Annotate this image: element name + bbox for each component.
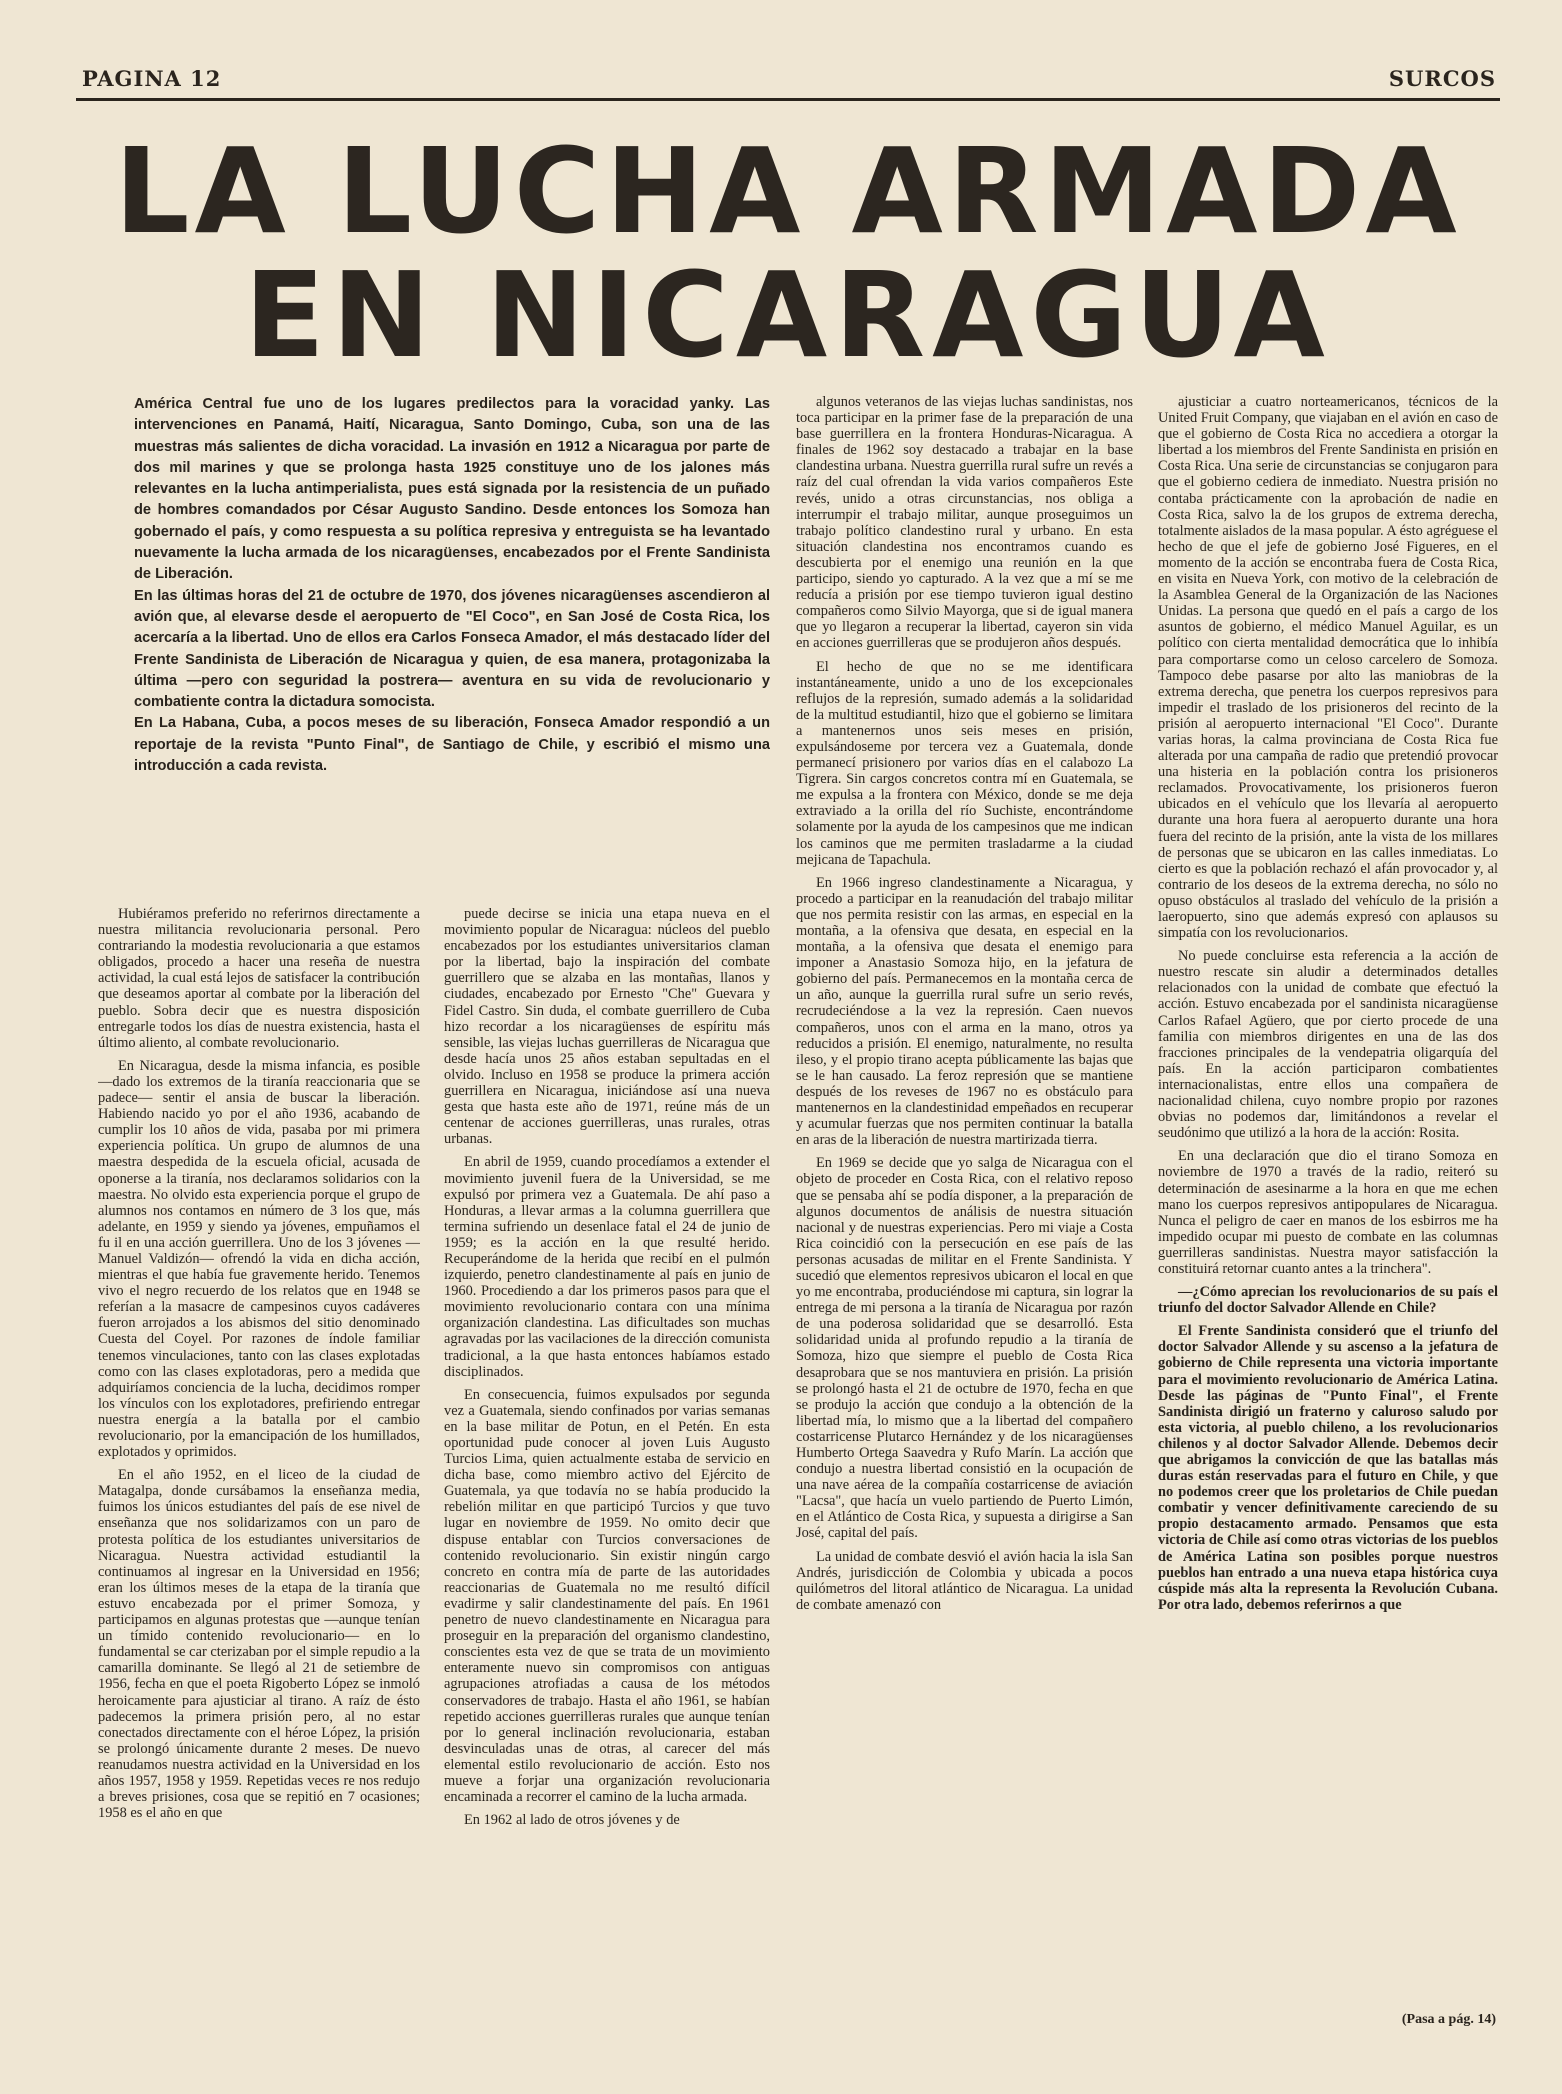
headline-line-2: EN NICARAGUA (244, 246, 1332, 384)
paragraph: En 1966 ingreso clandestinamente a Nicaragua, y procedo a participar en la reanudación del trabajo militar que nos permita resistir con las armas, en especial en la montaña, a la ofensiva que desata, en especial en la montaña, a la ofensiva que desata el enemigo para imponer a Anastasio Somoza hijo, en la jefatura de gobierno del país. Permanecemos en la montaña cerca de un año, aunque la guerrilla rural sufre un serio revés, recrudeciéndose a la vez la represión. Caen nuevos compañeros, unos con el arma en la mano, otros ya reducidos a prisión. El enemigo, naturalmente, no resulta ileso, y el propio tirano acepta públicamente las bajas que se le han causado. La feroz represión que se mantiene después de los reveses de 1967 no es obstáculo para mantenernos en la clandestinidad empeñados en recuperar y acumular fuerzas que nos permiten continuar la batalla en aras de la liberación de nuestra martirizada tierra. (796, 874, 1133, 1149)
paragraph: En 1969 se decide que yo salga de Nicaragua con el objeto de proceder en Costa Rica, con el relativo reposo que se pensaba ahí se podía disponer, a la preparación de algunos documentos de análisis de nuestra situación nacional y de nuestras experiencias. Pero mi viaje a Costa Rica coincidió con la persecución en ese país de las personas acusadas de militar en el Frente Sandinista. Y sucedió que elementos represivos ubicaron el local en que yo me encontraba, produciéndose mi captura, sin lograr la entrega de mi persona a la tiranía de Nicaragua por razón de una poderosa solidaridad que se desarrolló. Esta solidaridad unida al profundo repudio a la tiranía de Somoza, hizo que siempre el pueblo de Costa Rica desaprobara que se nos mantuviera en prisión. La prisión se prolongó hasta el 21 de octubre de 1970, fecha en que se produjo la acción que condujo a la obtención de la libertad mía, lo mismo que a la libertad del compañero costarricense Plutarco Hernández y de los nicaragüenses Humberto Ortega Saavedra y Rufo Marín. La acción que condujo a nuestra libertad consistió en la ocupación de una nave aérea de la compañía costarricense de aviación "Lacsa", que hacía un vuelo partiendo de Puerto Limón, en el Atlántico de Costa Rica, y supuesta a dirigirse a San José, capital del país. (796, 1155, 1133, 1542)
article-column-1 (98, 906, 420, 2032)
intro-lead (134, 394, 770, 900)
header-rule (76, 98, 1500, 101)
paragraph: En Nicaragua, desde la misma infancia, es posible —dado los extremos de la tiranía reaccionaria que se padece— sentir el ansia de buscar la liberación. Habiendo nacido yo por el año 1936, acabando de cumplir los 10 años de vida, pasaba por mi primera experiencia política. Un grupo de alumnos de una maestra despedida de la escuela oficial, acusada de oponerse a la tiranía, nos declaramos solidarios con la maestra. No olvido esta experiencia porque el grupo de alumnos nos contamos en número de 3 los que, más adelante, en 1959 y siendo ya jóvenes, empuñamos el fu il en una acción guerrillera. Uno de los 3 jóvenes —Manuel Valdizón— ofrendó la vida en dicha acción, mientras el que había fue gravemente herido. Tenemos vivo el negro recuerdo de los relatos que en 1948 se referían a la masacre de campesinos cuyos cadáveres fueron arrojados a los abismos del sitio denominado Cuesta del Coyel. Por razones de índole familiar tenemos vinculaciones, tanto con las clases explotadas como con las clases explotadoras, pero a medida que adquiríamos conciencia de la lucha, decidimos romper los vínculos con los explotadores, prefiriendo entregar nuestra energía a la batalla por el cambio revolucionario, por la emancipación de los humillados, explotados y oprimidos. (98, 1057, 420, 1461)
paragraph: Hubiéramos preferido no referirnos directamente a nuestra militancia revolucionaria personal. Pero contrariando la modestia revolucionaria a que estamos obligados, procedo a hacer una reseña de nuestra actividad, la cual está lejos de satisfacer la contribución que deseamos aportar al combate por la liberación del pueblo. Sobra decir que es nuestra disposición entregarle todos los días de nuestra existencia, hasta el último aliento, al combate revolucionario. (98, 906, 420, 1051)
paragraph: algunos veteranos de las viejas luchas sandinistas, nos toca participar en la primer fase de la preparación de una base guerrillera en la frontera Honduras-Nicaragua. A finales de 1962 soy destacado a trabajar en la base clandestina urbana. Nuestra guerrilla rural sufre un revés a raíz del cual ofrendan la vida varios compañeros Este revés, unido a otras circunstancias, nos obliga a interrumpir el trabajo militar, aunque proseguimos un trabajo político clandestino rural y urbano. En esta situación clandestina nos encontramos cuando es descubierta por el enemigo una reunión en la que participo, siendo yo capturado. A la vez que a mí se me reducía a prisión por ese tiempo tuvieron igual destino compañeros como Silvio Mayorga, que si de igual manera que yo llegaron a recuperar la libertad, cayeron sin vida en acciones guerrilleras que se produjeron años después. (796, 394, 1133, 652)
paragraph: En el año 1952, en el liceo de la ciudad de Matagalpa, donde cursábamos la enseñanza media, fuimos los únicos estudiantes del país de ese nivel de enseñanza que nos solidarizamos con un paro de protesta política de los estudiantes universitarios de Nicaragua. Nuestra actividad estudiantil la continuamos al ingresar en la Universidad en 1956; eran los últimos meses de la etapa de la tiranía que estuvo encabezada por el primer Somoza, y participamos en algunas protestas que —aunque tenían un tímido contenido revolucionario— en lo fundamental se car cterizaban por el simple repudio a la camarilla dominante. Se llegó al 21 de setiembre de 1956, fecha en que el poeta Rigoberto López se inmoló heroicamente para ajusticiar al tirano. A raíz de ésto padecemos la primera prisión pero, al no estar conectados directamente con el héroe López, la prisión se prolongó únicamente durante 2 meses. De nuevo reanudamos nuestra actividad en la Universidad en los años 1957, 1958 y 1959. Repetidas veces re nos redujo a breves prisiones, cosa que se repitió en 7 ocasiones; 1958 es el año en que (98, 1467, 420, 1822)
paragraph: En abril de 1959, cuando procedíamos a extender el movimiento juvenil fuera de la Universidad, se me expulsó por primera vez a Guatemala. De ahí paso a Honduras, a llevar armas a la columna guerrillera que termina sufriendo un desenlace fatal el 24 de junio de 1959; es la acción en la que resulté herido. Recuperándome de la herida que recibí en el pulmón izquierdo, penetro clandestinamente al país en junio de 1960. Procediendo a dar los primeros pasos para que el movimiento revolucionario contara con una mínima organización clandestina. Las dificultades son muchas agravadas por las vacilaciones de la dirección comunista tradicional, a la que hasta entonces habíamos estado disciplinados. (444, 1154, 770, 1380)
paragraph: ajusticiar a cuatro norteamericanos, técnicos de la United Fruit Company, que viajaban en el avión en caso de que el gobierno de Costa Rica no accediera a otorgar la libertad a los miembros del Frente Sandinista en prisión en Costa Rica. Una serie de circunstancias se conjugaron para que el gobierno cediera de inmediato. Nuestra prisión no contaba prácticamente con la aprobación de nadie en Costa Rica, salvo la de los grupos de extrema derecha, totalmente aislados de la masa popular. A ésto agréguese el hecho de que el jefe de gobierno José Figueres, en el momento de la acción se encontraba fuera de Costa Rica, en visita en Nueva York, con motivo de la celebración de la Asamblea General de la Organización de las Naciones Unidas. La persona que quedó en el país a cargo de los asuntos de gobierno, el médico Manuel Aguilar, es un político con cierta mentalidad democrática que lo inhibía para comportarse como un celoso carcelero de Somoza. Tampoco debe pasarse por alto las maniobras de la extrema derecha, que penetra los cuerpos represivos para impedir el traslado de los prisioneros del recinto de la prisión al aeropuerto internacional "El Coco". Durante varias horas, la calma provinciana de Costa Rica fue alterada por una campaña de radio que pretendió provocar una histeria en la población contra los prisioneros reclamados. Provocativamente, los prisioneros fueron ubicados en el vehículo que los llevaría al aeropuerto durante una hora fuera al aeropuerto durante una hora fuera del recinto de la prisión, ante la vista de los millares de personas que se ubicaron en las calles inmediatas. Lo cierto es que la población rechazó el afán provocador y, al contrario de los deseos de la extrema derecha, no sólo no opuso obstáculos al traslado del vehículo de la prisión a laeropuerto, sino que además expresó con aplausos su simpatía con los revolucionarios. (1158, 394, 1498, 942)
interview-question: —¿Cómo aprecian los revolucionarios de su país el triunfo del doctor Salvador Allende en Chile? (1158, 1284, 1498, 1317)
headline-line-1: LA LUCHA ARMADA (114, 122, 1462, 260)
intro-paragraph: En las últimas horas del 21 de octubre de 1970, dos jóvenes nicaragüenses ascendieron al avión que, al elevarse desde el aeropuerto de "El Coco", en San José de Costa Rica, los acercaría a la libertad. Uno de ellos era Carlos Fonseca Amador, el más destacado líder del Frente Sandinista de Liberación de Nicaragua y quien, de esa manera, protagonizaba la última —pero con seguridad la postrera— aventura en su vida de revolucionario y combatiente contra la dictadura somocista. (134, 587, 770, 711)
article-column-2 (444, 906, 770, 2032)
paragraph: En una declaración que dio el tirano Somoza en noviembre de 1970 a través de la radio, reiteró su determinación de asesinarme a la hora en que me echen mano los cuerpos represivos antipopulares de Nicaragua. Nunca el peligro de caer en manos de los esbirros me ha impedido ocupar mi puesto de combate en las columnas guerrilleras sandinistas. Nuestra mayor satisfacción la constituirá retornar cuanto antes a la trinchera". (1158, 1148, 1498, 1277)
paragraph: En consecuencia, fuimos expulsados por segunda vez a Guatemala, siendo confinados por varias semanas en la base militar de Potun, en el Petén. En esta oportunidad pude conocer al joven Luis Augusto Turcios Lima, quien actualmente estaba de servicio en dicha base, como miembro activo del Ejército de Guatemala, ya que todavía no se había producido la rebelión militar en que participó Turcios y que tuvo lugar en noviembre de 1959. No omito decir que dispuse entablar con Turcios conversaciones de contenido revolucionario. Sin existir ningún cargo concreto en contra mía de parte de las autoridades reaccionarias de Guatemala no me resultó difícil evadirme y salir clandestinamente del país. En 1961 penetro de nuevo clandestinamente en Nicaragua para proseguir en la preparación del organismo clandestino, conscientes esta vez de que se trata de un movimiento enteramente nuevo sin compromisos con antiguas agrupaciones atrofiadas a causa de los métodos conservadores de trabajo. Hasta el año 1961, se habían repetido acciones guerrilleras rurales que aunque tenían por lo general inclinación revolucionaria, estaban desvinculadas unas de otras, al carecer del más elemental estilo revolucionario de acción. Esto nos mueve a forjar una organización revolucionaria encaminada a recorrer el camino de la lucha armada. (444, 1386, 770, 1806)
page-number: PAGINA 12 (82, 66, 222, 91)
publication-name: SURCOS (1388, 66, 1496, 91)
paragraph: puede decirse se inicia una etapa nueva en el movimiento popular de Nicaragua: núcleos del pueblo encabezados por los estudiantes universitarios claman por la libertad, bajo la inspiración del combate guerrillero que se alzaba en las montañas, llanos y ciudades, encabezado por Ernesto "Che" Guevara y Fidel Castro. Sin duda, el combate guerrillero de Cuba hizo recordar a los nicaragüenses de espíritu más sensible, las viejas luchas guerrilleras de Nicaragua que desde hacía unos 25 años estaban sepultadas en el olvido. Incluso en 1958 se produce la primera acción guerrillera en Nicaragua, iniciándose así una nueva gesta que hasta este año de 1971, reúne más de un centenar de acciones guerrilleras, unas rurales, otras urbanas. (444, 906, 770, 1148)
intro-paragraph: En La Habana, Cuba, a pocos meses de su liberación, Fonseca Amador respondió a un reportaje de la revista "Punto Final", de Santiago de Chile, y escribió el mismo una introducción a cada revista. (134, 715, 770, 775)
paragraph: En 1962 al lado de otros jóvenes y de (464, 1812, 680, 1829)
interview-answer: El Frente Sandinista consideró que el triunfo del doctor Salvador Allende y su ascenso a la jefatura de gobierno de Chile representa una victoria importante para el movimiento revolucionario de América Latina. Desde las páginas de "Punto Final", el Frente Sandinista dirigió un fraterno y caluroso saludo por esta victoria, al pueblo chileno, a los revolucionarios chilenos y al doctor Salvador Allende. Debemos decir que abrigamos la convicción de que las batallas más duras están reservadas para el futuro en Chile, y que no podemos creer que los proletarios de Chile puedan combatir y vencer definitivamente careciendo de su propio destacamento armado. Pensamos que esta victoria de Chile así como otras victorias de los pueblos de América Latina son posibles porque nuestros pueblos han entrado a una nueva etapa histórica cuya cúspide más alta la representa la Revolución Cubana. Por otra lado, debemos referirnos a que (1158, 1323, 1498, 1613)
article-column-4 (1158, 394, 1498, 2032)
paragraph: La unidad de combate desvió el avión hacia la isla San Andrés, jurisdicción de Colombia y ubicada a pocos quilómetros del litoral atlántico de Nicaragua. La unidad de combate amenazó con (796, 1548, 1133, 1613)
paragraph: El hecho de que no se me identificara instantáneamente, unido a uno de los excepcionales reflujos de la represión, sumado además a la solidaridad de la multitud estudiantil, hizo que el gobierno se limitara a mantenernos unos seis meses en prisión, expulsándoseme por tercera vez a Guatemala, donde permanecí prisionero por varios días en el calabozo La Tigrera. Sin cargos concretos contra mí en Guatemala, se me expulsa a la frontera con México, donde se me deja extraviado a la orilla del río Suchiste, encontrándome solamente por la ayuda de los campesinos que me indican los caminos que me permiten trasladarme a la ciudad mejicana de Tapachula. (796, 658, 1133, 868)
continuation-note: (Pasa a pág. 14) (1401, 2012, 1496, 2027)
intro-paragraph: América Central fue uno de los lugares predilectos para la voracidad yanky. Las intervenciones en Panamá, Haití, Nicaragua, Santo Domingo, Cuba, son una de las muestras más salientes de dicha voracidad. La invasión en 1912 a Nicaragua por parte de dos mil marines y que se prolonga hasta 1925 constituye uno de los jalones más relevantes en la lucha antimperialista, pues está signada por la resistencia de un puñado de hombres comandados por César Augusto Sandino. Desde entonces los Somoza han gobernado el país, y como respuesta a su política represiva y entreguista se ha levantado nuevamente la lucha armada de los nicaragüenses, encabezados por el Frente Sandinista de Liberación. (134, 396, 770, 583)
paragraph: No puede concluirse esta referencia a la acción de nuestro rescate sin aludir a determinados detalles relacionados con la unidad de combate que efectuó la acción. Estuvo encabezada por el sandinista nicaragüense Carlos Rafael Agüero, que por cierto procede de una familia con miembros dirigentes en una de las dos fracciones principales de la vendepatria oligarquía del país. En la acción participaron combatientes internacionalistas, entre ellos una compañera de nacionalidad chilena, cuyo nombre propio por razones obvias no podemos dar, limitándonos a revelar el seudónimo que utilizó a la hora de la acción: Rosita. (1158, 948, 1498, 1142)
article-column-3 (796, 394, 1133, 2032)
